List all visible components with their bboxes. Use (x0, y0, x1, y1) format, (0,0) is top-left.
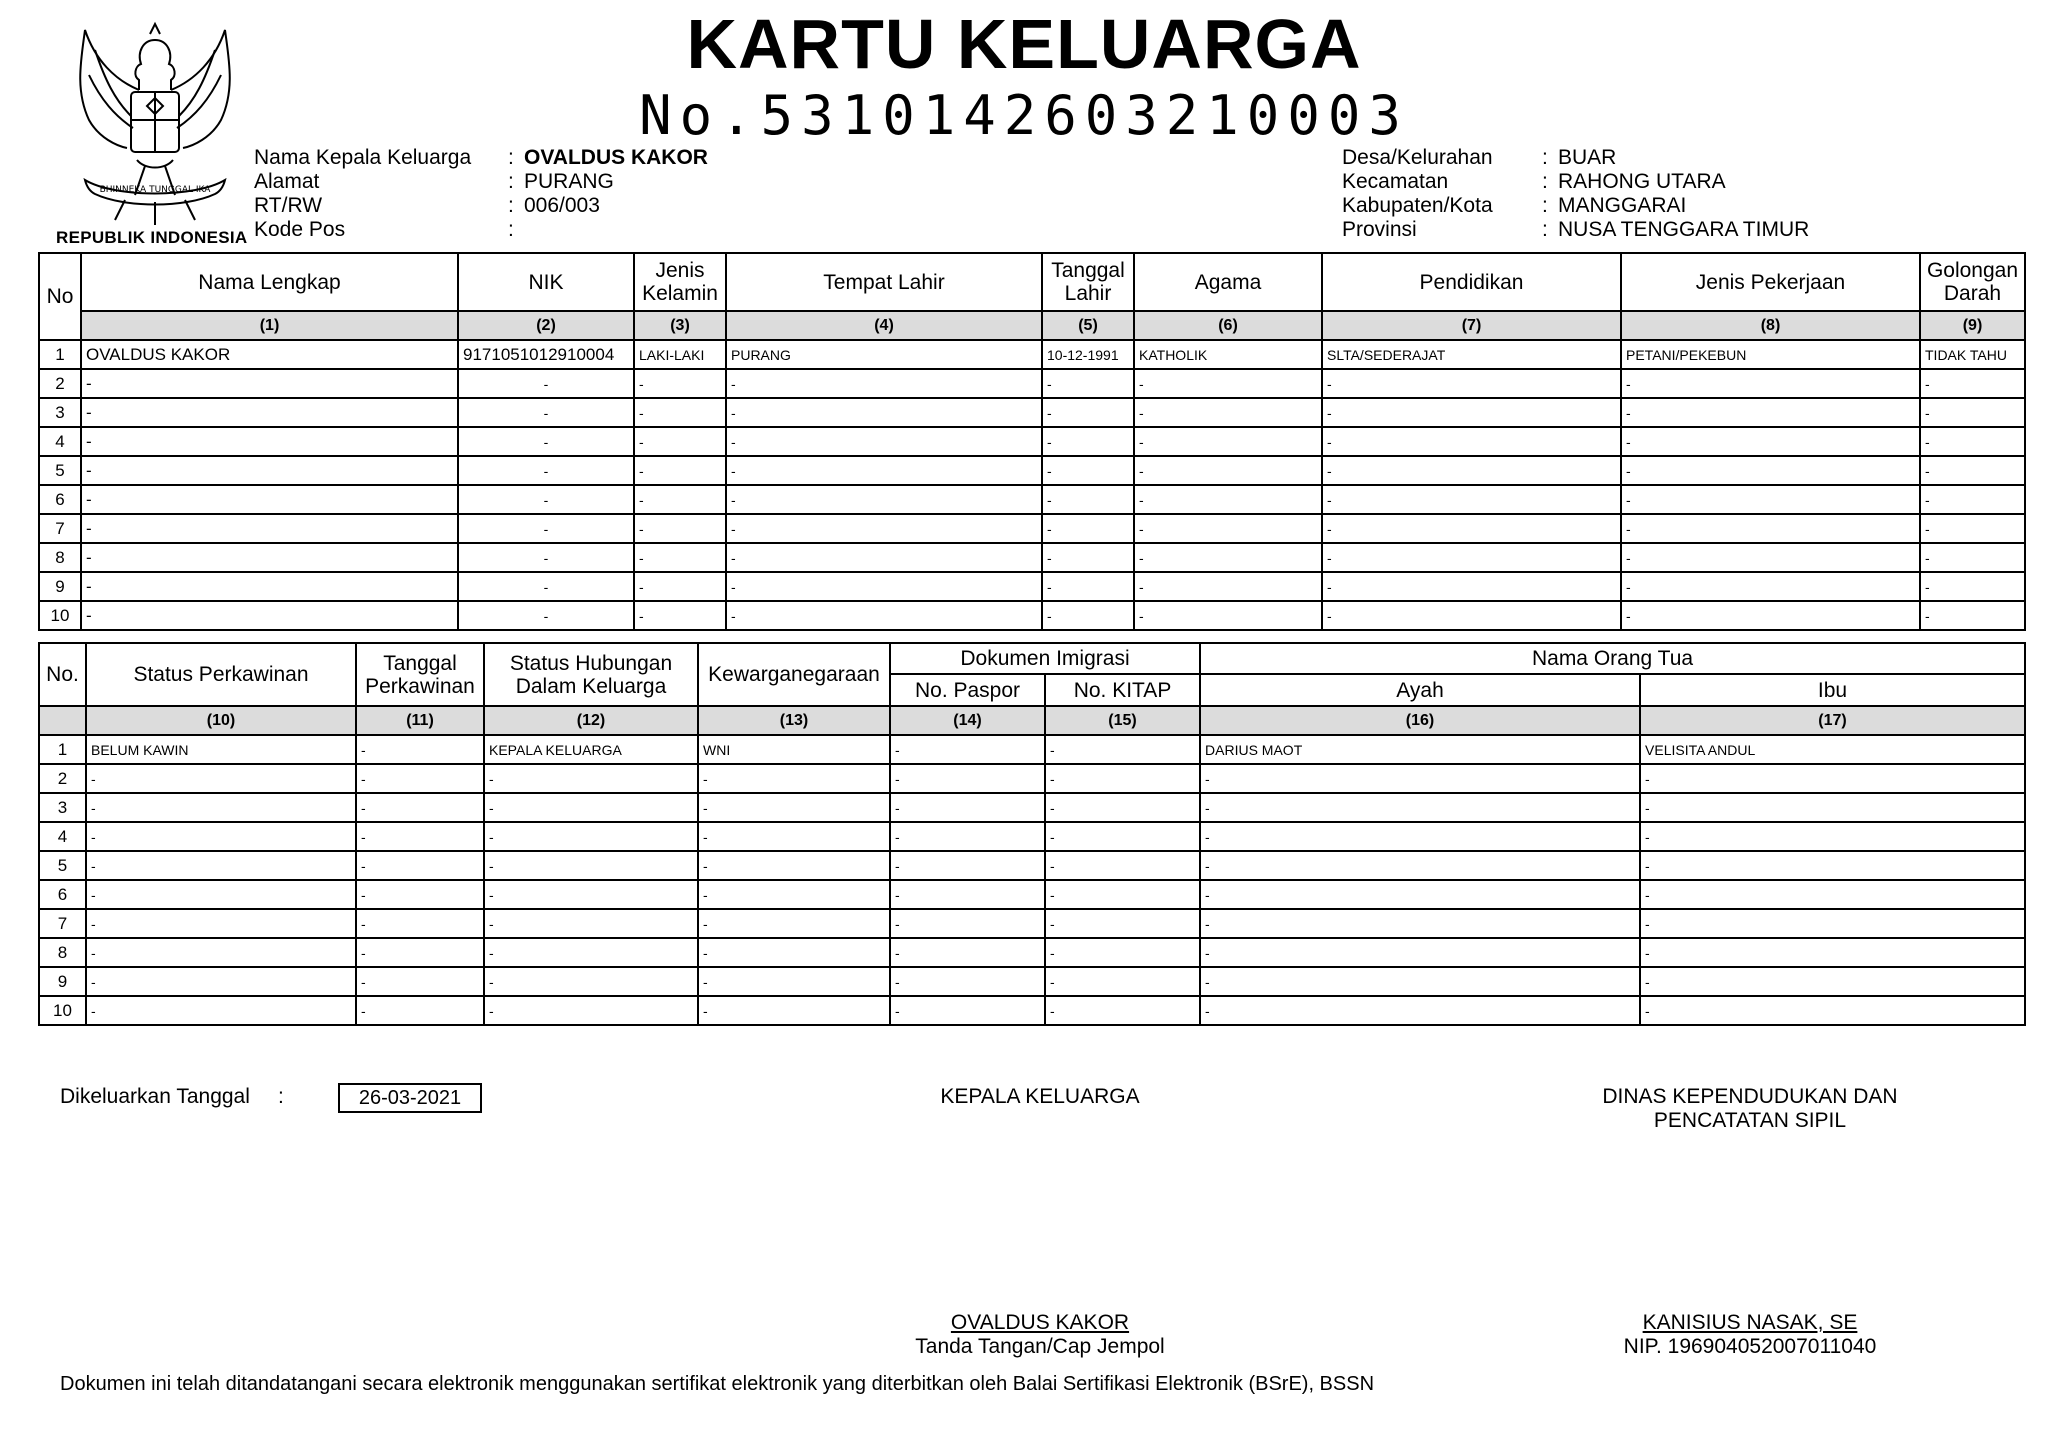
table-cell: - (1200, 938, 1640, 967)
table-cell: - (1042, 543, 1134, 572)
table-cell: TIDAK TAHU (1920, 340, 2025, 369)
table-cell: - (1134, 514, 1322, 543)
column-number: (14) (890, 706, 1045, 735)
table-cell: 10 (39, 996, 86, 1025)
table-cell: - (458, 601, 634, 630)
table-cell: - (1621, 485, 1920, 514)
table-row (39, 427, 2025, 456)
header-dokumen-imigrasi: Dokumen Imigrasi (890, 643, 1200, 674)
table-cell: - (458, 485, 634, 514)
svg-text:BHINNEKA TUNGGAL IKA: BHINNEKA TUNGGAL IKA (99, 185, 211, 195)
table-cell: - (634, 427, 726, 456)
kepala-keluarga-signature-label: Tanda Tangan/Cap Jempol (915, 1335, 1165, 1358)
table-cell: KATHOLIK (1134, 340, 1322, 369)
table-cell: - (1621, 427, 1920, 456)
table-cell: - (1134, 398, 1322, 427)
table-cell: - (458, 514, 634, 543)
table-cell: - (1621, 572, 1920, 601)
column-number: (9) (1920, 311, 2025, 340)
info-label: Kecamatan (1342, 170, 1449, 193)
issued-label: Dikeluarkan Tanggal (60, 1085, 250, 1108)
table-cell: - (484, 764, 698, 793)
document-number: No.5310142603210003 (639, 84, 1409, 147)
table-cell: - (1042, 398, 1134, 427)
table-cell: 3 (39, 398, 81, 427)
table-cell: 6 (39, 880, 86, 909)
header-nik: NIK (458, 253, 634, 311)
info-colon: : (508, 218, 514, 241)
table-cell: - (484, 851, 698, 880)
table-cell: - (1920, 601, 2025, 630)
table-cell: - (1200, 880, 1640, 909)
table-cell: - (1640, 822, 2025, 851)
table-cell: VELISITA ANDUL (1640, 735, 2025, 764)
table-cell: - (698, 793, 890, 822)
info-label: Alamat (254, 170, 320, 193)
table-cell: - (698, 822, 890, 851)
table-cell: - (1640, 996, 2025, 1025)
header-ayah: Ayah (1200, 674, 1640, 706)
table-row (39, 938, 2025, 967)
table-row (39, 369, 2025, 398)
table-cell: - (356, 909, 484, 938)
column-number: (11) (356, 706, 484, 735)
table-cell: - (86, 938, 356, 967)
header-status-perkawinan: Status Perkawinan (86, 643, 356, 706)
column-number: (7) (1322, 311, 1621, 340)
kepala-keluarga-title: KEPALA KELUARGA (940, 1085, 1140, 1108)
emblem-caption: REPUBLIK INDONESIA (56, 228, 248, 247)
info-colon: : (508, 194, 514, 217)
table-row (39, 485, 2025, 514)
table-cell: 5 (39, 851, 86, 880)
column-number: (15) (1045, 706, 1200, 735)
table-cell: - (1045, 967, 1200, 996)
header-pendidikan: Pendidikan (1322, 253, 1621, 311)
info-value-kecamatan: RAHONG UTARA (1558, 170, 1726, 193)
table-cell: - (1920, 514, 2025, 543)
table-cell: 10 (39, 601, 81, 630)
table-cell: - (726, 601, 1042, 630)
table-cell: - (634, 601, 726, 630)
table-row (39, 514, 2025, 543)
table-cell: - (356, 851, 484, 880)
header-no: No (39, 253, 81, 340)
header-kewarganegaraan: Kewarganegaraan (698, 643, 890, 706)
table-cell: - (1640, 880, 2025, 909)
table-cell: 6 (39, 485, 81, 514)
column-number: (17) (1640, 706, 2025, 735)
table-cell: - (484, 793, 698, 822)
table-cell: - (698, 764, 890, 793)
table-cell: 10-12-1991 (1042, 340, 1134, 369)
info-label: Kode Pos (254, 218, 346, 241)
table-cell: - (1322, 427, 1621, 456)
table-row (39, 456, 2025, 485)
info-colon: : (1542, 146, 1548, 169)
table-cell: WNI (698, 735, 890, 764)
table-cell: - (1045, 909, 1200, 938)
info-value-rtrw: 006/003 (524, 194, 600, 217)
table-cell: - (1042, 485, 1134, 514)
table-cell: - (1640, 793, 2025, 822)
header-ibu: Ibu (1640, 674, 2025, 706)
table-cell: - (1322, 543, 1621, 572)
table-row (39, 572, 2025, 601)
table-cell: - (634, 485, 726, 514)
table-cell: 3 (39, 793, 86, 822)
table-cell: - (1042, 514, 1134, 543)
info-colon: : (1542, 170, 1548, 193)
table-cell: 2 (39, 764, 86, 793)
info-colon: : (508, 146, 514, 169)
column-number: (8) (1621, 311, 1920, 340)
table-cell: - (86, 851, 356, 880)
table-cell: - (81, 427, 458, 456)
table-cell: - (698, 967, 890, 996)
table-cell: - (726, 485, 1042, 514)
table-cell: - (1920, 398, 2025, 427)
table-cell: - (1042, 572, 1134, 601)
table-cell: - (1200, 764, 1640, 793)
info-value-alamat: PURANG (524, 170, 614, 193)
header-tanggal-perkawinan: Tanggal Perkawinan (356, 643, 484, 706)
table-cell: - (698, 909, 890, 938)
table-cell: - (356, 967, 484, 996)
table-cell: - (1042, 456, 1134, 485)
header-agama: Agama (1134, 253, 1322, 311)
electronic-signature-disclaimer: Dokumen ini telah ditandatangani secara elektronik menggunakan sertifikat elektronik yang diterbitkan oleh Balai Sertifikasi Elektronik (BSrE), BSSN (60, 1373, 1375, 1395)
table-cell: - (458, 427, 634, 456)
table-cell: - (1134, 572, 1322, 601)
table-cell: - (1621, 514, 1920, 543)
table-cell: - (698, 938, 890, 967)
table-cell: - (81, 485, 458, 514)
table-cell: 9171051012910004 (458, 340, 634, 369)
table-cell: - (634, 398, 726, 427)
table-cell: - (890, 793, 1045, 822)
info-label: Nama Kepala Keluarga (254, 146, 472, 169)
column-number: (4) (726, 311, 1042, 340)
table-cell: - (1045, 822, 1200, 851)
table-cell: - (698, 996, 890, 1025)
table-cell: - (1920, 485, 2025, 514)
table-cell: 9 (39, 967, 86, 996)
number-cell-empty (39, 706, 86, 735)
table-cell: - (698, 880, 890, 909)
table-cell: - (356, 822, 484, 851)
table-cell: LAKI-LAKI (634, 340, 726, 369)
table-cell: - (890, 880, 1045, 909)
table-cell: - (484, 996, 698, 1025)
column-number: (5) (1042, 311, 1134, 340)
column-number: (12) (484, 706, 698, 735)
dinas-title-line2: PENCATATAN SIPIL (1653, 1109, 1847, 1132)
table-cell: - (726, 514, 1042, 543)
status-table (38, 642, 2026, 1026)
info-label: Kabupaten/Kota (1342, 194, 1493, 217)
table-cell: - (1920, 572, 2025, 601)
table-cell: - (1045, 764, 1200, 793)
table-row (39, 822, 2025, 851)
table-cell: - (356, 735, 484, 764)
table-cell: - (1322, 369, 1621, 398)
table-cell: - (1200, 793, 1640, 822)
info-colon: : (508, 170, 514, 193)
table-cell: - (484, 822, 698, 851)
table-cell: - (86, 996, 356, 1025)
table-cell: - (1045, 735, 1200, 764)
table-cell: - (1322, 485, 1621, 514)
table-cell: - (1621, 369, 1920, 398)
table-cell: 8 (39, 938, 86, 967)
table-cell: 2 (39, 369, 81, 398)
table-cell: - (726, 427, 1042, 456)
table-cell: - (1322, 601, 1621, 630)
table-cell: - (1640, 967, 2025, 996)
table-cell: - (634, 369, 726, 398)
table-cell: - (86, 909, 356, 938)
table-cell: - (356, 793, 484, 822)
header-no: No. (39, 643, 86, 706)
table-cell: - (484, 909, 698, 938)
table-cell: 7 (39, 514, 81, 543)
table-cell: - (1920, 456, 2025, 485)
table-row (39, 735, 2025, 764)
table-cell: - (1134, 369, 1322, 398)
table-cell: - (726, 369, 1042, 398)
table-cell: - (484, 938, 698, 967)
header-no-kitap: No. KITAP (1045, 674, 1200, 706)
table-cell: - (356, 996, 484, 1025)
header-tanggal-lahir: Tanggal Lahir (1042, 253, 1134, 311)
column-number: (2) (458, 311, 634, 340)
table-cell: - (1134, 456, 1322, 485)
table-cell: - (484, 967, 698, 996)
info-value-provinsi: NUSA TENGGARA TIMUR (1558, 218, 1810, 241)
table-cell: - (634, 572, 726, 601)
table-cell: - (726, 398, 1042, 427)
table-cell: - (81, 369, 458, 398)
table-cell: - (86, 880, 356, 909)
table-cell: - (1200, 909, 1640, 938)
table-cell: - (356, 938, 484, 967)
header-pekerjaan: Jenis Pekerjaan (1621, 253, 1920, 311)
table-cell: 1 (39, 340, 81, 369)
table-row (39, 851, 2025, 880)
table-row (39, 880, 2025, 909)
header-golongan-darah: Golongan Darah (1920, 253, 2025, 311)
table-cell: - (890, 967, 1045, 996)
table-cell: - (1621, 398, 1920, 427)
garuda-emblem-icon (55, 20, 255, 235)
kepala-keluarga-name: OVALDUS KAKOR (950, 1311, 1130, 1334)
table-cell: - (458, 398, 634, 427)
table-cell: - (890, 735, 1045, 764)
dinas-title-line1: DINAS KEPENDUDUKAN DAN (1602, 1085, 1898, 1108)
table-cell: PURANG (726, 340, 1042, 369)
info-value-kabupaten: MANGGARAI (1558, 194, 1687, 217)
table-cell: - (1920, 543, 2025, 572)
table-cell: - (86, 793, 356, 822)
table-cell: 1 (39, 735, 86, 764)
table-cell: - (726, 572, 1042, 601)
table-cell: - (1322, 572, 1621, 601)
table-cell: 4 (39, 822, 86, 851)
table-cell: - (1045, 938, 1200, 967)
table-cell: - (890, 851, 1045, 880)
table-cell: - (890, 938, 1045, 967)
dinas-official-nip: NIP. 196904052007011040 (1623, 1335, 1877, 1358)
column-number: (16) (1200, 706, 1640, 735)
table-cell: DARIUS MAOT (1200, 735, 1640, 764)
table-cell: - (1134, 601, 1322, 630)
table-cell: - (1621, 601, 1920, 630)
table-cell: - (356, 880, 484, 909)
table-cell: - (1200, 996, 1640, 1025)
table-cell: - (1042, 427, 1134, 456)
info-label: Provinsi (1342, 218, 1417, 241)
table-cell: - (890, 822, 1045, 851)
table-cell: - (1322, 514, 1621, 543)
issued-colon: : (278, 1085, 284, 1108)
table-cell: - (1200, 851, 1640, 880)
document-title: KARTU KELUARGA (686, 5, 1362, 83)
table-cell: - (1640, 938, 2025, 967)
table-cell: - (1134, 543, 1322, 572)
table-cell: - (1640, 764, 2025, 793)
column-number: (10) (86, 706, 356, 735)
table-row (39, 340, 2025, 369)
info-label: Desa/Kelurahan (1342, 146, 1493, 169)
table-cell: - (86, 967, 356, 996)
table-cell: - (81, 601, 458, 630)
table-cell: SLTA/SEDERAJAT (1322, 340, 1621, 369)
table-cell: - (1621, 543, 1920, 572)
table-cell: - (1045, 793, 1200, 822)
header-jenis-kelamin: Jenis Kelamin (634, 253, 726, 311)
table-cell: - (1045, 880, 1200, 909)
table-cell: - (634, 514, 726, 543)
table-cell: 4 (39, 427, 81, 456)
table-row (39, 909, 2025, 938)
table-cell: - (1640, 851, 2025, 880)
table-cell: - (890, 909, 1045, 938)
table-cell: - (458, 572, 634, 601)
table-cell: - (634, 456, 726, 485)
table-cell: - (1134, 485, 1322, 514)
table-cell: - (1322, 456, 1621, 485)
table-cell: - (458, 456, 634, 485)
table-cell: - (1134, 427, 1322, 456)
table-cell: 9 (39, 572, 81, 601)
table-cell: KEPALA KELUARGA (484, 735, 698, 764)
table-cell: - (1042, 601, 1134, 630)
info-value-desa: BUAR (1558, 146, 1617, 169)
issued-date: 26-03-2021 (338, 1083, 482, 1113)
column-number: (13) (698, 706, 890, 735)
table-cell: - (81, 456, 458, 485)
info-label: RT/RW (254, 194, 323, 217)
column-number: (1) (81, 311, 458, 340)
table-cell: - (890, 764, 1045, 793)
table-cell: - (634, 543, 726, 572)
table-cell: 8 (39, 543, 81, 572)
table-cell: - (890, 996, 1045, 1025)
table-cell: - (1045, 996, 1200, 1025)
table-cell: - (1322, 398, 1621, 427)
table-cell: - (1045, 851, 1200, 880)
table-cell: - (81, 514, 458, 543)
table-cell: - (356, 764, 484, 793)
info-colon: : (1542, 194, 1548, 217)
info-colon: : (1542, 218, 1548, 241)
table-cell: - (81, 543, 458, 572)
table-cell: - (81, 398, 458, 427)
table-cell: - (698, 851, 890, 880)
table-cell: - (484, 880, 698, 909)
table-row (39, 764, 2025, 793)
header-nama: Nama Lengkap (81, 253, 458, 311)
table-cell: - (1200, 822, 1640, 851)
table-cell: - (1640, 909, 2025, 938)
table-cell: OVALDUS KAKOR (81, 340, 458, 369)
table-cell: 7 (39, 909, 86, 938)
header-status-hubungan: Status Hubungan Dalam Keluarga (484, 643, 698, 706)
header-nama-orang-tua: Nama Orang Tua (1200, 643, 2025, 674)
header-no-paspor: No. Paspor (890, 674, 1045, 706)
table-cell: - (1920, 369, 2025, 398)
table-cell: BELUM KAWIN (86, 735, 356, 764)
table-row (39, 793, 2025, 822)
table-cell: - (81, 572, 458, 601)
table-cell: PETANI/PEKEBUN (1621, 340, 1920, 369)
table-cell: - (458, 369, 634, 398)
table-cell: - (86, 764, 356, 793)
table-row (39, 398, 2025, 427)
column-number: (3) (634, 311, 726, 340)
table-row (39, 967, 2025, 996)
table-cell: - (458, 543, 634, 572)
table-cell: - (726, 456, 1042, 485)
info-value-kepala: OVALDUS KAKOR (524, 146, 708, 169)
column-number: (6) (1134, 311, 1322, 340)
table-cell: - (1200, 967, 1640, 996)
table-cell: - (1042, 369, 1134, 398)
table-row (39, 543, 2025, 572)
table-cell: - (86, 822, 356, 851)
members-table (38, 252, 2026, 631)
table-cell: - (1621, 456, 1920, 485)
table-cell: 5 (39, 456, 81, 485)
table-row (39, 996, 2025, 1025)
table-cell: - (1920, 427, 2025, 456)
dinas-official-name: KANISIUS NASAK, SE (1642, 1311, 1858, 1334)
table-row (39, 601, 2025, 630)
table-cell: - (726, 543, 1042, 572)
header-tempat-lahir: Tempat Lahir (726, 253, 1042, 311)
